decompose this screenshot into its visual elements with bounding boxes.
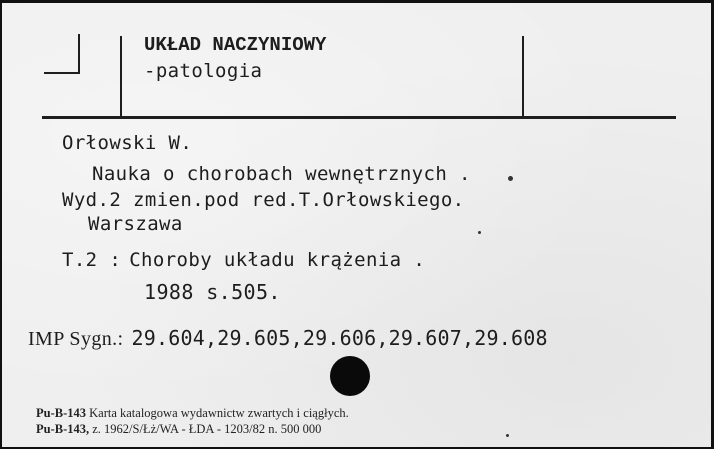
volume-line xyxy=(62,249,425,271)
footer-line-1 xyxy=(36,406,349,421)
volume-title: Choroby układu krążenia . xyxy=(129,249,426,271)
footer-text-2: z. 1962/S/Łż/WA - ŁDA - 1203/82 n. 500 000 xyxy=(92,422,322,436)
header-divider-right xyxy=(522,36,524,116)
signature-label: IMP Sygn.: xyxy=(28,328,124,350)
year-pages: 1988 s.505. xyxy=(144,280,281,304)
punch-hole xyxy=(330,356,370,396)
publication-place: Warszawa xyxy=(88,213,183,235)
footer-code-2: Pu-B-143, xyxy=(36,422,90,436)
ink-speck xyxy=(478,231,481,234)
ink-speck xyxy=(508,176,513,181)
corner-mark-horizontal xyxy=(44,72,80,74)
subject-heading: UKŁAD NACZYNIOWY xyxy=(144,34,327,56)
signature-value: 29.604,29.605,29.606,29.607,29.608 xyxy=(131,326,548,350)
card-edge-top xyxy=(0,0,714,3)
footer-line-2 xyxy=(36,422,321,437)
ink-speck xyxy=(506,434,509,437)
book-title: Nauka o chorobach wewnętrznych . xyxy=(92,163,471,185)
footer-code-1: Pu-B-143 xyxy=(36,406,86,420)
header-rule xyxy=(42,116,676,119)
edition-statement: Wyd.2 zmien.pod red.T.Orłowskiego. xyxy=(62,189,465,211)
footer-text-1: Karta katalogowa wydawnictw zwartych i ciągłych. xyxy=(89,406,349,420)
card-edge-left xyxy=(0,0,2,449)
volume-number: T.2 : xyxy=(62,249,122,271)
author: Orłowski W. xyxy=(62,132,193,154)
signature-line xyxy=(28,326,548,351)
subject-subheading: -patologia xyxy=(144,60,263,82)
header-divider-left xyxy=(120,36,122,116)
corner-mark-vertical xyxy=(78,34,80,74)
